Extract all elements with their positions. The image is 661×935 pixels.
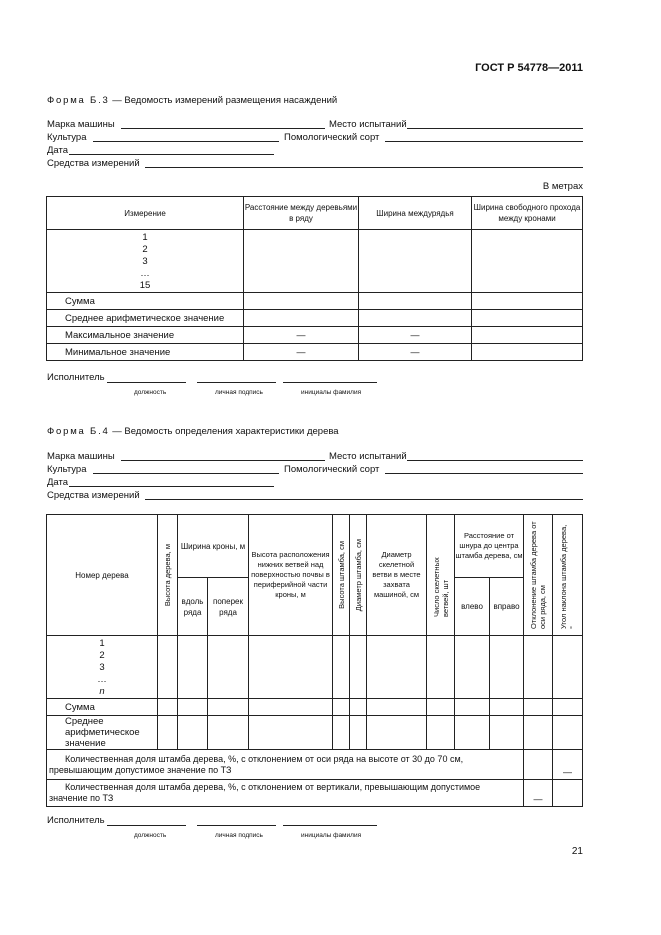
culture-label: Культура [47, 132, 87, 143]
table-row [47, 344, 583, 361]
form-b3-field-row-2 [47, 131, 587, 144]
header-row-spacing: Ширина междурядья [359, 197, 472, 230]
row-sum-label: Сумма [47, 293, 244, 310]
signature-input[interactable] [197, 372, 276, 383]
row-share-row-axis-label: Количественная доля штамба дерева, %, с отклонением от оси ряда на высоте от 30 до 70 см, превышающим допустимое значение по ТЗ [47, 750, 524, 780]
table-cell[interactable] [490, 716, 524, 750]
position-caption: должность [134, 389, 167, 396]
initials-input[interactable] [283, 372, 377, 383]
table-cell[interactable] [244, 230, 359, 293]
signature-input[interactable] [197, 815, 276, 826]
table-cell[interactable] [427, 636, 455, 699]
table-cell[interactable] [367, 699, 427, 716]
form-b3-title-prefix: Форма Б.3 [47, 95, 110, 106]
header-trunk-deviation [524, 515, 553, 636]
form-b4-title-rest: — Ведомость определения характеристики дерева [109, 426, 339, 437]
table-cell[interactable] [249, 716, 333, 750]
form-b4-field-row-4 [47, 489, 587, 502]
header-tree-number: Номер дерева [47, 515, 158, 636]
table-cell[interactable] [249, 699, 333, 716]
row-number: 3 [142, 256, 148, 267]
table-header-row [47, 515, 583, 578]
table-cell[interactable] [350, 699, 367, 716]
standard-header: ГОСТ Р 54778—2011 [475, 62, 583, 74]
header-trunk-diameter [350, 515, 367, 636]
row-share-vertical-label: Количественная доля штамба дерева, %, с отклонением от вертикали, превышающим допустимое значение по ТЗ [47, 780, 524, 807]
units-label: В метрах [542, 181, 583, 192]
header-skeletal-branch-diameter: Диаметр скелетной ветви в месте захвата машиной, см [367, 515, 427, 636]
initials-caption: инициалы фамилия [301, 389, 362, 396]
initials-caption: инициалы фамилия [301, 832, 362, 839]
test-place-input[interactable] [407, 450, 583, 461]
machine-brand-label: Марка машины [47, 451, 115, 462]
table-cell[interactable] [208, 636, 249, 699]
table-row [47, 750, 583, 780]
table-cell[interactable] [427, 716, 455, 750]
table-row [47, 327, 583, 344]
row-number: 1 [142, 232, 148, 243]
machine-brand-input[interactable] [121, 450, 325, 461]
test-place-label: Место испытаний [329, 119, 407, 130]
table-row [47, 230, 583, 293]
header-measurement: Измерение [47, 197, 244, 230]
header-trunk-tilt-angle-text: Угол наклона штамба дерева, ° [558, 524, 577, 629]
table-row [47, 780, 583, 807]
table-cell[interactable] [158, 699, 178, 716]
table-cell[interactable] [455, 636, 490, 699]
row-number: … [140, 268, 150, 279]
table-cell[interactable] [472, 327, 583, 344]
row-number: 2 [142, 244, 148, 255]
pomological-variety-input[interactable] [385, 131, 583, 142]
measurement-numbers [47, 230, 244, 293]
table-cell[interactable] [178, 636, 208, 699]
table-row [47, 636, 583, 699]
table-cell[interactable] [367, 636, 427, 699]
table-row [47, 310, 583, 327]
row-max-label: Максимальное значение [47, 327, 244, 344]
header-crown-width: Ширина кроны, м [178, 515, 249, 578]
header-along-row: вдоль ряда [178, 578, 208, 636]
position-input[interactable] [107, 815, 186, 826]
table-cell[interactable] [455, 716, 490, 750]
header-trunk-diameter-text: Диаметр штамба, см [353, 538, 363, 612]
table-cell[interactable] [178, 716, 208, 750]
table-cell[interactable] [472, 344, 583, 361]
form-b4-title-prefix: Форма Б.4 [47, 426, 110, 437]
dash-cell: — [553, 750, 583, 780]
machine-brand-label: Марка машины [47, 119, 115, 130]
table-cell[interactable] [350, 636, 367, 699]
row-mean-label: Среднее арифметическое значение [47, 310, 244, 327]
header-free-passage: Ширина свободного прохода между кронами [472, 197, 583, 230]
form-b3-field-row-3 [47, 144, 587, 157]
measuring-tools-input[interactable] [145, 489, 583, 500]
initials-input[interactable] [283, 815, 377, 826]
table-header-row [47, 197, 583, 230]
executor-label: Исполнитель [47, 815, 105, 826]
form-b3-field-row-4 [47, 157, 587, 170]
table-cell[interactable] [553, 636, 583, 699]
executor-label: Исполнитель [47, 372, 105, 383]
table-cell[interactable] [524, 750, 553, 780]
table-cell[interactable] [359, 230, 472, 293]
table-cell[interactable] [553, 780, 583, 807]
table-cell[interactable] [359, 310, 472, 327]
form-b4-field-row-1 [47, 450, 587, 463]
table-cell[interactable] [455, 699, 490, 716]
header-tree-height [158, 515, 178, 636]
table-cell[interactable] [208, 699, 249, 716]
row-number: 15 [139, 280, 151, 291]
pomological-variety-input[interactable] [385, 463, 583, 474]
table-cell[interactable] [553, 699, 583, 716]
pomological-variety-label: Помологический сорт [284, 464, 380, 475]
pomological-variety-label: Помологический сорт [284, 132, 380, 143]
form-b3-table [46, 196, 583, 361]
table-cell[interactable] [333, 699, 350, 716]
table-cell[interactable] [472, 310, 583, 327]
table-cell[interactable] [158, 636, 178, 699]
header-left: влево [455, 578, 490, 636]
header-trunk-deviation-text: Отклонение штамба дерева от оси ряда, см [529, 521, 548, 629]
row-number: 2 [99, 650, 105, 661]
table-cell[interactable] [158, 716, 178, 750]
date-input[interactable] [69, 144, 274, 155]
row-mean-label: Среднее арифметическое значение [47, 716, 158, 750]
form-b3-field-row-1 [47, 118, 587, 131]
form-b4-signature [47, 815, 387, 841]
position-caption: должность [134, 832, 167, 839]
row-min-label: Минимальное значение [47, 344, 244, 361]
table-cell[interactable] [350, 716, 367, 750]
table-cell[interactable] [367, 716, 427, 750]
row-number: 3 [99, 662, 105, 673]
table-cell[interactable] [249, 636, 333, 699]
dash-cell: — [359, 327, 472, 344]
test-place-label: Место испытаний [329, 451, 407, 462]
dash-cell: — [524, 780, 553, 807]
form-b4-table [46, 514, 583, 807]
header-lower-branches-height: Высота расположения нижних ветвей над поверхностью почвы в периферийной части кроны, м [249, 515, 333, 636]
form-b3-title [47, 95, 337, 106]
table-row [47, 716, 583, 750]
row-number: … [97, 674, 107, 685]
form-b4-field-row-3 [47, 476, 587, 489]
date-label: Дата [47, 145, 69, 156]
table-row [47, 699, 583, 716]
row-number: 1 [99, 638, 105, 649]
table-cell[interactable] [472, 230, 583, 293]
header-skeletal-branch-count [427, 515, 455, 636]
table-cell[interactable] [490, 636, 524, 699]
test-place-input[interactable] [407, 118, 583, 129]
table-row [47, 293, 583, 310]
culture-input[interactable] [93, 131, 279, 142]
table-cell[interactable] [359, 293, 472, 310]
position-input[interactable] [107, 372, 186, 383]
table-cell[interactable] [553, 716, 583, 750]
table-cell[interactable] [244, 310, 359, 327]
header-skeletal-branch-count-text: Число скелетных ветвей, шт [431, 557, 450, 617]
measuring-tools-label: Средства измерений [47, 490, 140, 501]
header-distance-between-trees: Расстояние между деревьями в ряду [244, 197, 359, 230]
table-cell[interactable] [472, 293, 583, 310]
date-label: Дата [47, 477, 69, 488]
table-cell[interactable] [524, 636, 553, 699]
header-trunk-tilt-angle [553, 515, 583, 636]
header-tree-height-text: Высота дерева, м [163, 543, 172, 607]
form-b4-field-row-2 [47, 463, 587, 476]
header-trunk-height-text: Высота штамба, см [336, 541, 346, 609]
measuring-tools-label: Средства измерений [47, 158, 140, 169]
culture-input[interactable] [93, 463, 279, 474]
dash-cell: — [244, 327, 359, 344]
tree-numbers [47, 636, 158, 699]
table-cell[interactable] [208, 716, 249, 750]
page-number: 21 [571, 846, 583, 857]
table-cell[interactable] [333, 716, 350, 750]
dash-cell: — [244, 344, 359, 361]
form-b3-signature [47, 372, 387, 398]
form-b4-title [47, 426, 339, 437]
form-b3-title-rest: — Ведомость измерений размещения насаждений [109, 95, 338, 106]
header-trunk-height [333, 515, 350, 636]
table-cell[interactable] [333, 636, 350, 699]
row-sum-label: Сумма [47, 699, 158, 716]
table-cell[interactable] [244, 293, 359, 310]
table-cell[interactable] [178, 699, 208, 716]
dash-cell: — [359, 344, 472, 361]
measuring-tools-input[interactable] [145, 157, 583, 168]
row-number: n [99, 686, 105, 697]
table-cell[interactable] [490, 699, 524, 716]
header-right: вправо [490, 578, 524, 636]
date-input[interactable] [69, 476, 274, 487]
header-across-row: поперек ряда [208, 578, 249, 636]
header-distance-cord: Расстояние от шнура до центра штамба дерева, см [455, 515, 524, 578]
table-cell[interactable] [524, 716, 553, 750]
signature-caption: личная подпись [215, 832, 263, 839]
culture-label: Культура [47, 464, 87, 475]
machine-brand-input[interactable] [121, 118, 325, 129]
table-cell[interactable] [427, 699, 455, 716]
signature-caption: личная подпись [215, 389, 263, 396]
table-cell[interactable] [524, 699, 553, 716]
